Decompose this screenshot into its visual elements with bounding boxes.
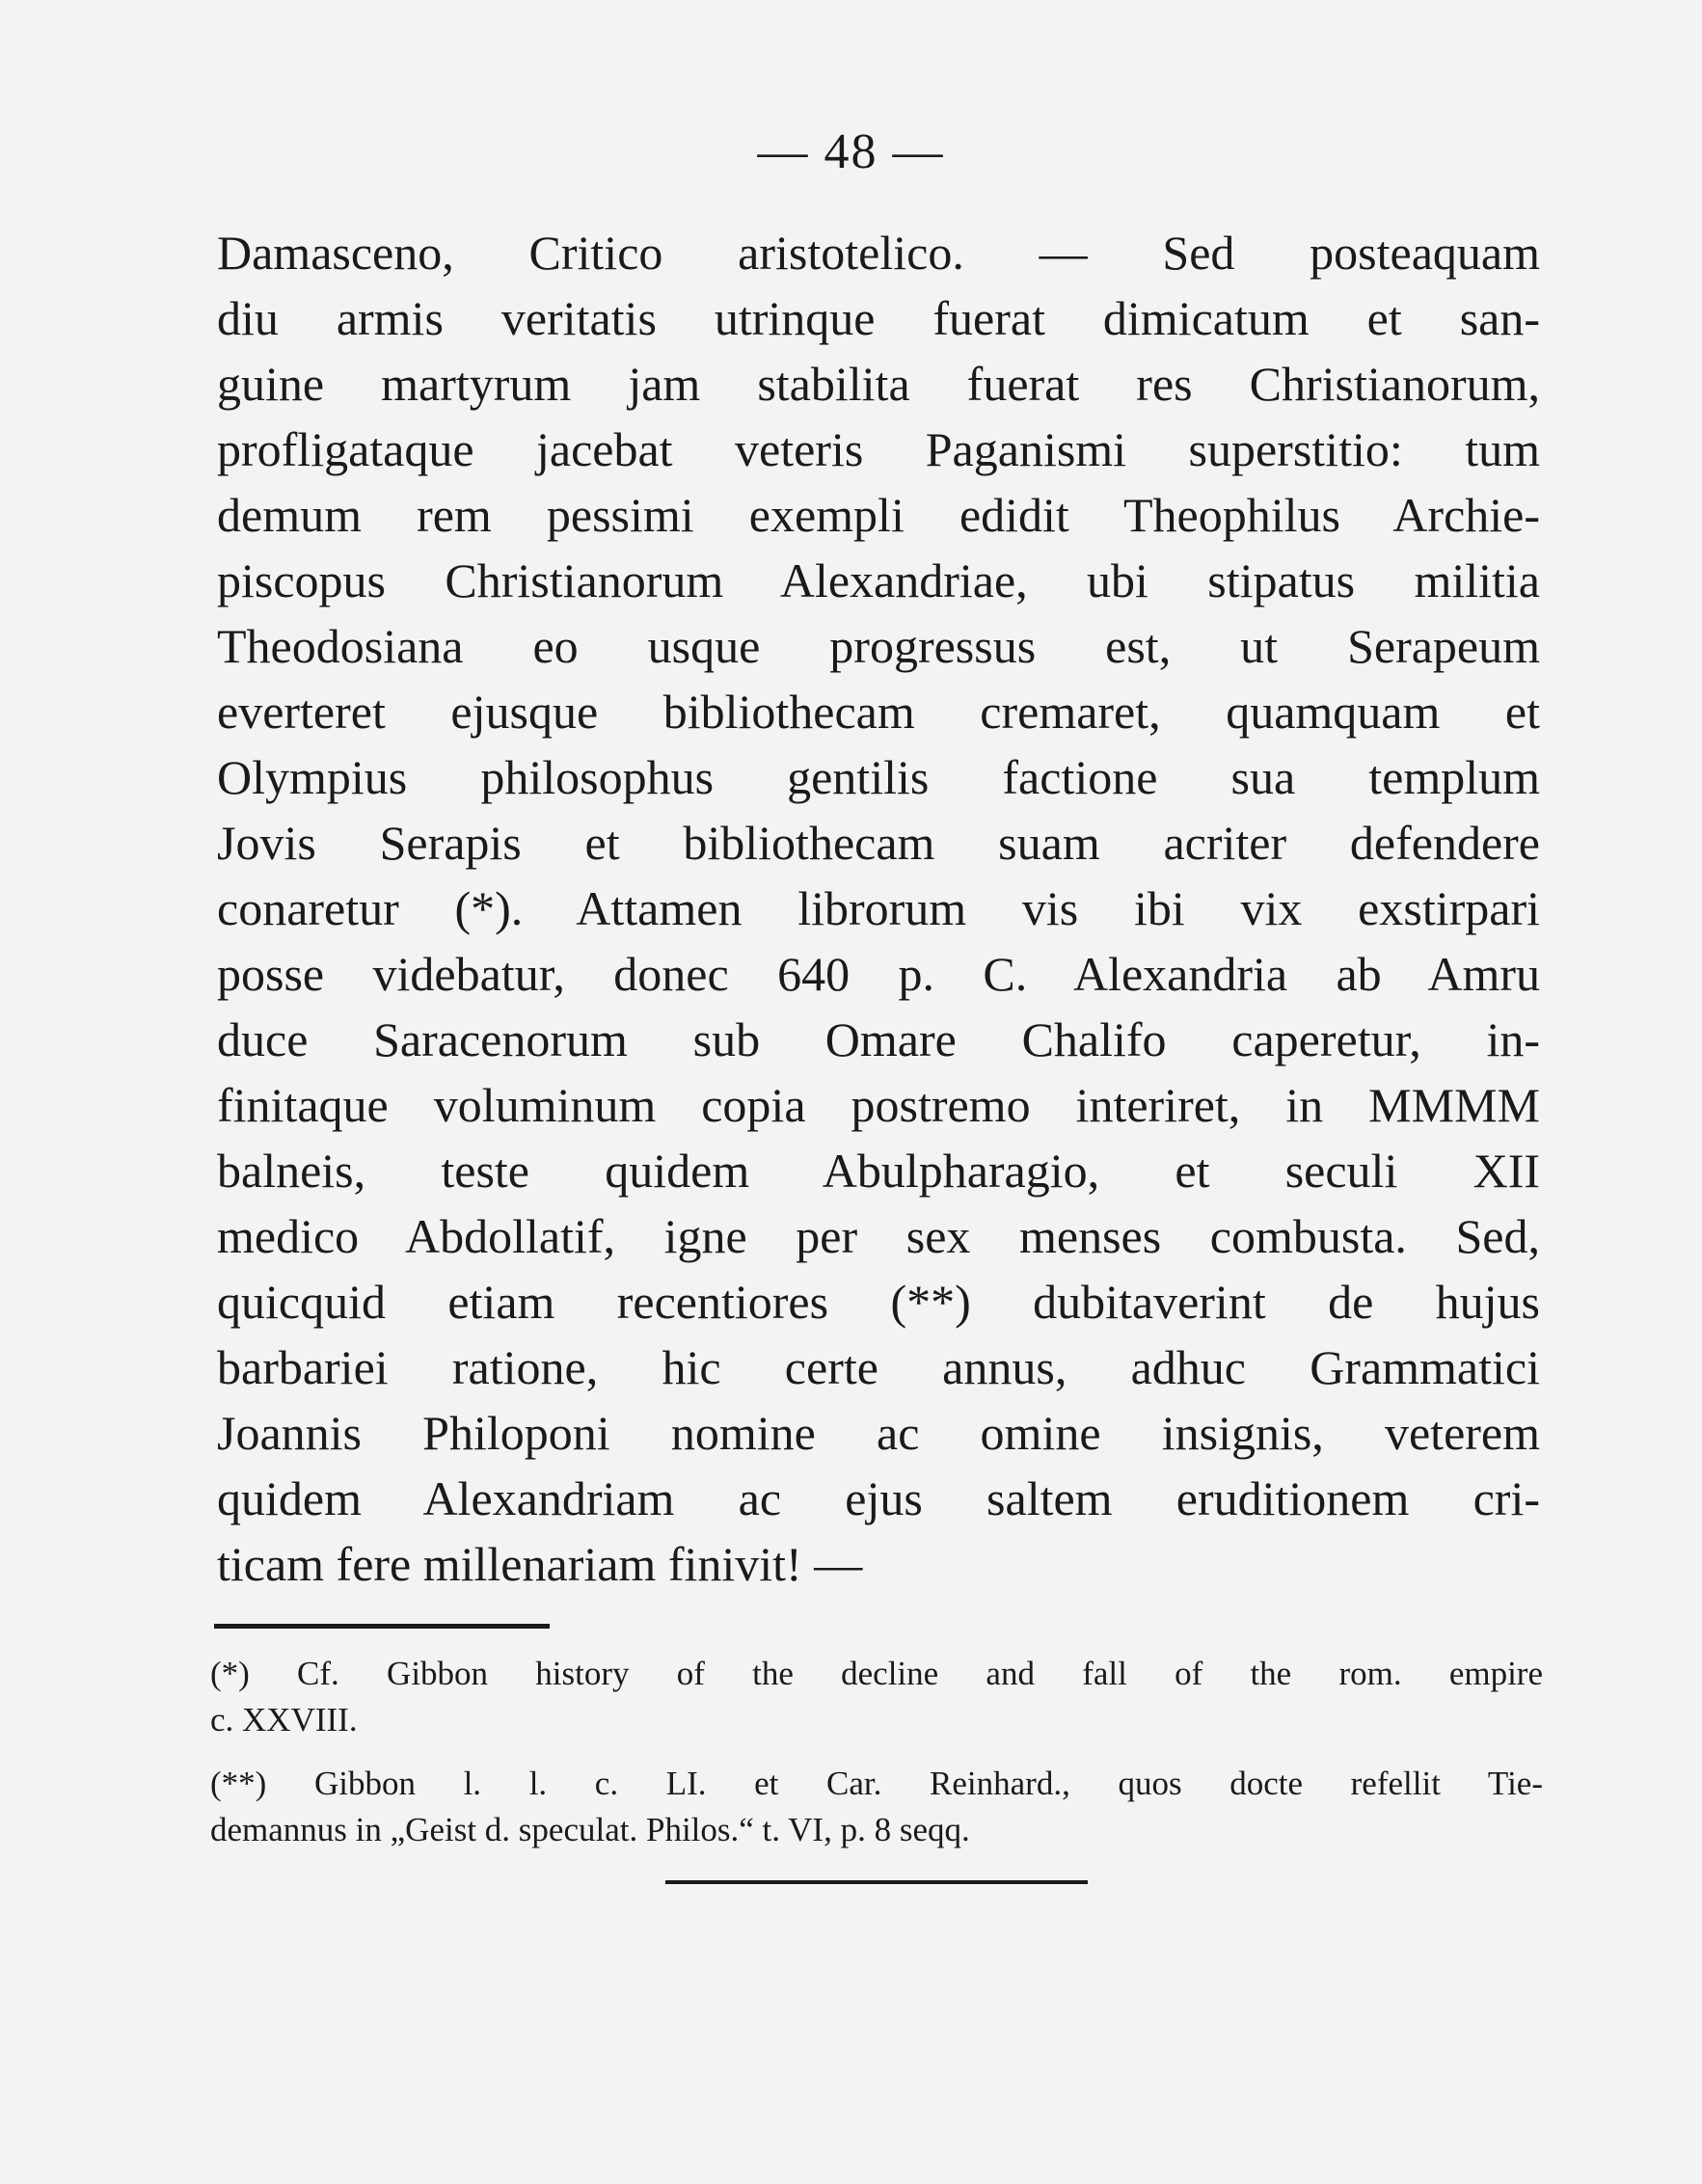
text-line: quidem Alexandriam ac ejus saltem eruditionem cri-	[217, 1471, 1540, 1525]
text-line: Theodosiana eo usque progressus est, ut Serapeum	[217, 619, 1540, 673]
text-line: Damasceno, Critico aristotelico. — Sed posteaquam	[217, 226, 1540, 280]
footnote-line: c. XXVIII.	[210, 1701, 358, 1739]
text-line: guine martyrum jam stabilita fuerat res Christianorum,	[217, 357, 1540, 411]
text-line: duce Saracenorum sub Omare Chalifo caperetur, in-	[217, 1012, 1540, 1066]
text-line: everteret ejusque bibliothecam cremaret, quamquam et	[217, 685, 1540, 739]
text-line: Jovis Serapis et bibliothecam suam acriter defendere	[217, 816, 1540, 870]
footnote-line: (*) Cf. Gibbon history of the decline and fall of the rom. empire	[210, 1655, 1543, 1692]
footnotes	[210, 1651, 1543, 1853]
text-line: conaretur (*). Attamen librorum vis ibi vix exstirpari	[217, 881, 1540, 935]
text-line: quicquid etiam recentiores (**) dubitaverint de hujus	[217, 1275, 1540, 1329]
footnote-2	[210, 1761, 1543, 1853]
footnote-separator-rule	[214, 1624, 550, 1629]
main-text	[217, 220, 1540, 1597]
bottom-rule	[665, 1880, 1088, 1884]
text-line: medico Abdollatif, igne per sex menses combusta. Sed,	[217, 1209, 1540, 1263]
footnote-1	[210, 1651, 1543, 1743]
text-line: profligataque jacebat veteris Paganismi superstitio: tum	[217, 422, 1540, 476]
text-line: Joannis Philoponi nomine ac omine insignis, veterem	[217, 1406, 1540, 1460]
footnote-line: (**) Gibbon l. l. c. LI. et Car. Reinhard., quos docte refellit Tie-	[210, 1765, 1543, 1802]
footnote-line: demannus in „Geist d. speculat. Philos.“ t. VI, p. 8 seqq.	[210, 1811, 970, 1848]
text-line: balneis, teste quidem Abulpharagio, et seculi XII	[217, 1144, 1540, 1198]
text-line: finitaque voluminum copia postremo interiret, in MMMM	[217, 1078, 1540, 1132]
text-line: diu armis veritatis utrinque fuerat dimicatum et san-	[217, 291, 1540, 345]
page-number: — 48 —	[757, 124, 945, 179]
text-line: Olympius philosophus gentilis factione sua templum	[217, 750, 1540, 804]
text-line: demum rem pessimi exempli edidit Theophilus Archie-	[217, 488, 1540, 542]
text-line: ticam fere millenariam finivit! —	[217, 1537, 863, 1591]
text-line: piscopus Christianorum Alexandriae, ubi stipatus militia	[217, 553, 1540, 607]
text-line: posse videbatur, donec 640 p. C. Alexandria ab Amru	[217, 947, 1540, 1001]
text-line: barbariei ratione, hic certe annus, adhuc Grammatici	[217, 1340, 1540, 1394]
